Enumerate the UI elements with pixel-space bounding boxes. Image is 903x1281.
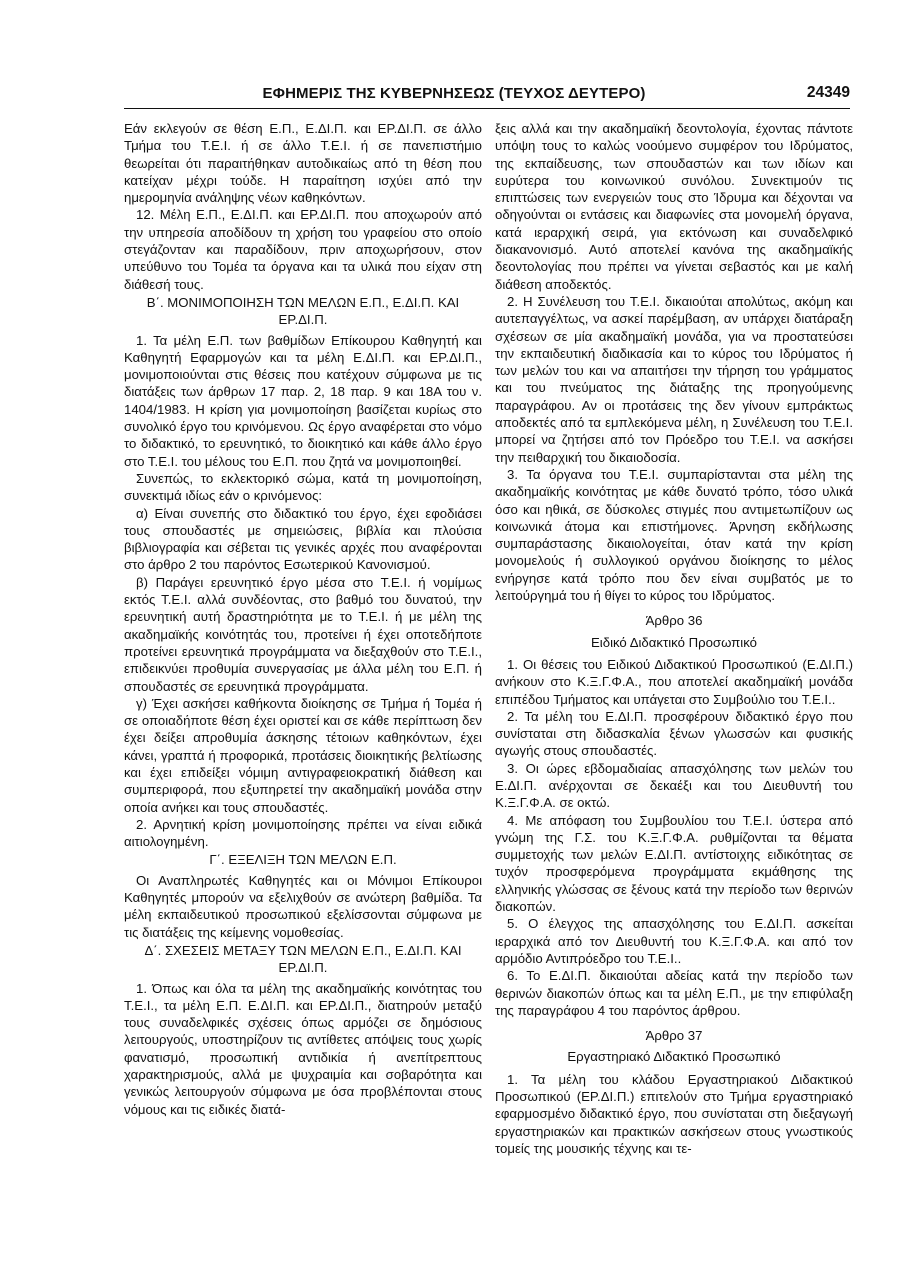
paragraph: 4. Με απόφαση του Συμβουλίου του Τ.Ε.Ι. ύστερα από γνώμη της Γ.Σ. του Κ.Ξ.Γ.Φ.Α. ρυθμίζονται τα θέματα συμμετοχής των μελών Ε.ΔΙ.Π. αντίστοιχης ειδικότητας σε τυχόν προσφερόμενα προγράμματα εκμάθησης της ελληνικής γλώσσας σε ξένους κατά την περίοδο των θερινών διακοπών. bbox=[495, 812, 853, 915]
paragraph: 2. Τα μέλη του Ε.ΔΙ.Π. προσφέρουν διδακτικό έργο που συνίσταται στη διδασκαλία ξένων γλωσσών και φυσικής αγωγής στους σπουδαστές. bbox=[495, 708, 853, 759]
paragraph: 2. Αρνητική κρίση μονιμοποίησης πρέπει να είναι ειδικά αιτιολογημένη. bbox=[124, 816, 482, 850]
page-header bbox=[124, 84, 850, 106]
paragraph: γ) Έχει ασκήσει καθήκοντα διοίκησης σε Τμήμα ή Τομέα ή σε οποιαδήποτε θέση έχει οριστεί και σε κάθε περίπτωση δεν έχει δείξει απροθυμία άσκησης τέτοιων καθηκόντων, έχει κάνει, γραπτά ή προφορικά, προτάσεις διοικητικής βελτίωσης και έχει επιδείξει νόμιμη αντιγραφειοκρατική διάθεση και συμπεριφορά, που εξυπηρετεί την ακαδημαϊκή μονάδα στην οποία ανήκει και τους σπουδαστές. bbox=[124, 695, 482, 815]
right-column bbox=[495, 120, 853, 1157]
paragraph: 2. Η Συνέλευση του Τ.Ε.Ι. δικαιούται απολύτως, ακόμη και αυτεπαγγέλτως, να ασκεί παρέμβαση, αν υπάρχει διατάραξη σχέσεων σε μία ακαδημαϊκή μονάδα, για να προστατεύσει την εκπαιδευτική διαδικασία και το κύρος του Ιδρύματος ή των μελών του και να απαιτήσει την τήρηση του γράμματος και του πνεύματος της διάταξης της προηγούμενης παραγράφου. Αν οι προτάσεις της δεν γίνουν εμπράκτως αποδεκτές από τα εμπλεκόμενα μέλη, η Συνέλευση του Τ.Ε.Ι. μπορεί να ζητήσει από τον Πρόεδρο του Τ.Ε.Ι. να ασκήσει την πειθαρχική του δικαιοδοσία. bbox=[495, 293, 853, 465]
gazette-title: ΕΦΗΜΕΡΙΣ ΤΗΣ ΚΥΒΕΡΝΗΣΕΩΣ (ΤΕΥΧΟΣ ΔΕΥΤΕΡΟ) bbox=[262, 85, 646, 102]
section-heading-g: Γ΄. ΕΞΕΛΙΞΗ ΤΩΝ ΜΕΛΩΝ Ε.Π. bbox=[209, 852, 397, 868]
article-37-title: Άρθρο 37 bbox=[645, 1028, 703, 1044]
paragraph: 6. Το Ε.ΔΙ.Π. δικαιούται αδείας κατά την περίοδο των θερινών διακοπών όπως και τα μέλη Ε.Π., με την επιφύλαξη της παραγράφου 4 του παρόντος άρθρου. bbox=[495, 968, 853, 1018]
paragraph: ξεις αλλά και την ακαδημαϊκή δεοντολογία, έχοντας πάντοτε υπόψη τους το καλώς νοούμενο συμφέρον του Ιδρύματος, της εκπαίδευσης, των σπουδαστών και των ιδίων και ευρύτερα του κοινωνικού συνόλου. Συνεκτιμούν τις επιπτώσεις των ενεργειών τους στο Ίδρυμα και δέχονται να οδηγούνται οι εντάσεις και διαφωνίες στα μονομελή όργανα, κατά ιεραρχική σειρά, για εκτόνωση και συναδελφικό διακανονισμό. Αυτό αποτελεί κανόνα της ακαδημαϊκής δεοντολογίας που πρέπει να γίνεται σεβαστός και με καλή διάθεση αποδεκτός. bbox=[495, 121, 853, 292]
paragraph: 1. Οι θέσεις του Ειδικού Διδακτικού Προσωπικού (Ε.ΔΙ.Π.) ανήκουν στο Κ.Ξ.Γ.Φ.Α., που αποτελεί ακαδημαϊκή μονάδα επιπέδου Τμήματος και υπάγεται στο Συμβούλιο του Τ.Ε.Ι.. bbox=[495, 656, 853, 707]
paragraph: 12. Μέλη Ε.Π., Ε.ΔΙ.Π. και ΕΡ.ΔΙ.Π. που αποχωρούν από την υπηρεσία αποδίδουν τη χρήση του γραφείου στο οποίο στεγάζονταν και παραδίδουν, πριν αποχωρήσουν, στον υπεύθυνο του Τομέα τα όργανα και τα υλικά που είχαν στη διάθεσή τους. bbox=[124, 207, 482, 292]
article-36-subtitle: Ειδικό Διδακτικό Προσωπικό bbox=[591, 634, 757, 650]
page-number: 24349 bbox=[806, 84, 850, 101]
paragraph: 5. Ο έλεγχος της απασχόλησης του Ε.ΔΙ.Π. ασκείται ιεραρχικά από τον Διευθυντή του Κ.Ξ.Γ.Φ.Α. και από τον αρμόδιο Αντιπρόεδρο του Τ.Ε.Ι.. bbox=[495, 916, 853, 966]
paragraph: 1. Τα μέλη Ε.Π. των βαθμίδων Επίκουρου Καθηγητή και Καθηγητή Εφαρμογών και τα μέλη Ε.ΔΙ.Π. και ΕΡ.ΔΙ.Π., μονιμοποιούνται στις θέσεις που κατέχουν σύμφωνα με τις διατάξεις των άρθρων 17 παρ. 2, 18 παρ. 9 και 18Α του ν. 1404/1983. Η κρίση για μονιμοποίηση βασίζεται κυρίως στο συνολικό έργο του κρινόμενου. Ως έργο αναφέρεται στο νόμο το διδακτικό, το ερευνητικό, το διοικητικό και κάθε άλλο έργο στο Τ.Ε.Ι. του μέλους του Ε.Π. που ζητά να μονιμοποιηθεί. bbox=[124, 332, 482, 469]
section-heading-d: Δ΄. ΣΧΕΣΕΙΣ ΜΕΤΑΞΥ ΤΩΝ ΜΕΛΩΝ Ε.Π., Ε.ΔΙ.Π. ΚΑΙ ΕΡ.ΔΙ.Π. bbox=[144, 942, 462, 976]
header-divider bbox=[124, 108, 850, 109]
section-heading-b: Β΄. ΜΟΝΙΜΟΠΟΙΗΣΗ ΤΩΝ ΜΕΛΩΝ Ε.Π., Ε.ΔΙ.Π. ΚΑΙ ΕΡ.ΔΙ.Π. bbox=[146, 294, 460, 328]
article-36-title: Άρθρο 36 bbox=[645, 613, 703, 629]
paragraph: Οι Αναπληρωτές Καθηγητές και οι Μόνιμοι Επίκουροι Καθηγητές μπορούν να εξελιχθούν σε ανώτερη βαθμίδα. Τα μέλη εκπαιδευτικού προσωπικού εξελίσσονται σύμφωνα με τις διατάξεις της κείμενης νομοθεσίας. bbox=[124, 872, 482, 940]
left-column bbox=[124, 120, 482, 1118]
paragraph: β) Παράγει ερευνητικό έργο μέσα στο Τ.Ε.Ι. ή νομίμως εκτός Τ.Ε.Ι. αλλά συνδέοντας, στο βαθμό του δυνατού, την ερευνητική αυτή δραστηριότητα με το Τ.Ε.Ι. ή με μέλη της ακαδημαϊκής κοινότητάς του, προτείνει ή έχει οποτεδήποτε προτείνει ερευνητικά προγράμματα να διεξαχθούν στο Τ.Ε.Ι., επιδεικνύει προθυμία συνεργασίας με άλλα μέλη του Ε.Π. ή σπουδαστές σε ερευνητικά προγράμματα. bbox=[124, 574, 482, 694]
paragraph: 1. Τα μέλη του κλάδου Εργαστηριακού Διδακτικού Προσωπικού (ΕΡ.ΔΙ.Π.) επιτελούν στο Τμήμα εργαστηριακό εφαρμοσμένο διδακτικό έργο, που συνίσταται στη διεξαγωγή εργαστηριακών και πρακτικών ασκήσεων στους γνωστικούς τομείς της μουσικής τέχνης και τε- bbox=[495, 1071, 853, 1156]
paragraph: 3. Τα όργανα του Τ.Ε.Ι. συμπαρίστανται στα μέλη της ακαδημαϊκής κοινότητας με κάθε δυνατό τρόπο, τόσο υλικά όσο και ηθικά, σε δύσκολες στιγμές που αντιμετωπίζουν ως κοινωνικά άτομα και επιστήμονες. Άρνηση εκδήλωσης συμπαράστασης δικαιολογείται, όταν κατά την κρίση μονομελούς ή συλλογικού οργάνου διοίκησης το μέλος ενήργησε κατά τρόπο που δεν είναι συμβατός με το λειτούργημά του ή θίγει το κύρος του Ιδρύματος. bbox=[495, 466, 853, 604]
paragraph: Συνεπώς, το εκλεκτορικό σώμα, κατά τη μονιμοποίηση, συνεκτιμά ιδίως εάν ο κρινόμενος: bbox=[124, 470, 482, 504]
article-37-subtitle: Εργαστηριακό Διδακτικό Προσωπικό bbox=[567, 1049, 781, 1065]
paragraph: Εάν εκλεγούν σε θέση Ε.Π., Ε.ΔΙ.Π. και ΕΡ.ΔΙ.Π. σε άλλο Τμήμα του Τ.Ε.Ι. ή σε άλλο Τ.Ε.Ι. ή σε πανεπιστήμιο θεωρείται ότι παραιτήθηκαν αυτοδικαίως από τη θέση που κατείχαν μέχρι τούδε. Η παραίτηση ισχύει από την ημερομηνία ανάληψης νέων καθηκόντων. bbox=[124, 121, 482, 206]
paragraph: 3. Οι ώρες εβδομαδιαίας απασχόλησης των μελών του Ε.ΔΙ.Π. ανέρχονται σε δεκαέξι και του Διευθυντή του Κ.Ξ.Γ.Φ.Α. σε οκτώ. bbox=[495, 760, 853, 811]
paragraph: α) Είναι συνεπής στο διδακτικό του έργο, έχει εφοδιάσει τους σπουδαστές με σημειώσεις, βιβλία και πλούσια βιβλιογραφία και σέβεται τις γενικές αρχές που αναφέρονται στο άρθρο 2 του παρόντος Εσωτερικού Κανονισμού. bbox=[124, 505, 482, 573]
paragraph: 1. Όπως και όλα τα μέλη της ακαδημαϊκής κοινότητας του Τ.Ε.Ι., τα μέλη Ε.Π. Ε.ΔΙ.Π. και ΕΡ.ΔΙ.Π., διατηρούν μεταξύ τους συναδελφικές σχέσεις όπως αρμόζει σε δημόσιους λειτουργούς, υποστηρίζουν τις αντίθετες απόψεις τους χωρίς φανατισμό, προσωπική αντιδικία ή ανεπίτρεπτους χαρακτηρισμούς, αλλά με ψυχραιμία και σοβαρότητα και γενικώς λειτουργούν σύμφωνα με όσα προβλέπονται στους νόμους και τις ειδικές διατά- bbox=[124, 980, 482, 1117]
